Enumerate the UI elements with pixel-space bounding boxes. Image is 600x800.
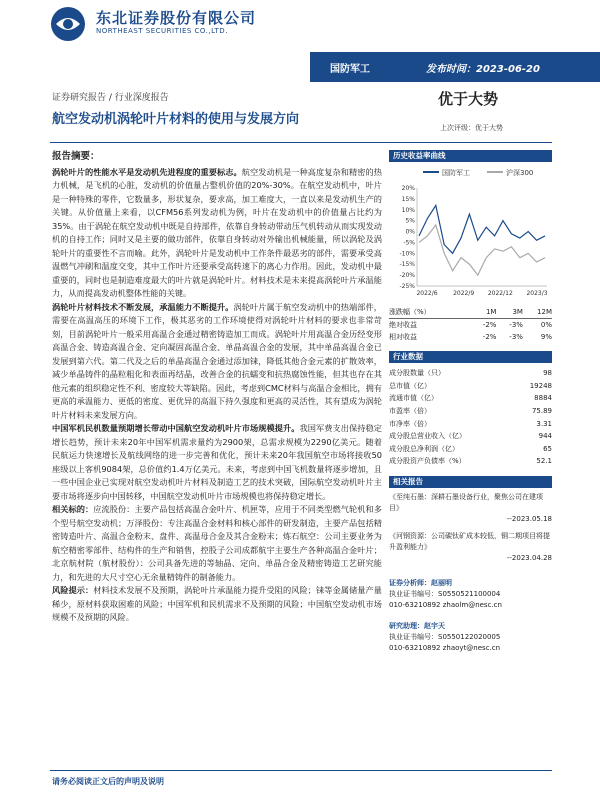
report-title: 航空发动机涡轮叶片材料的使用与发展方向 bbox=[52, 112, 300, 127]
industry-label: 成分股资产负债率（%） bbox=[389, 457, 466, 466]
company-name-cn: 东北证券股份有限公司 bbox=[96, 9, 257, 27]
legend-label: 国防军工 bbox=[442, 169, 470, 177]
perf-row bbox=[389, 331, 552, 343]
perf-cell: -2% bbox=[482, 333, 497, 341]
industry-section-title: 行业数据 bbox=[389, 351, 552, 363]
assistant-name: 研究助理：赵宇天 bbox=[389, 621, 445, 630]
industry-label: 市净率（倍） bbox=[389, 419, 431, 428]
industry-value: 98 bbox=[543, 369, 552, 378]
report-date: --2023.05.18 bbox=[506, 514, 552, 523]
industry-label: 成分股总营业收入（亿） bbox=[389, 432, 466, 441]
summary-paragraph bbox=[52, 301, 382, 423]
sidebar bbox=[389, 150, 552, 654]
x-tick-label: 2022/9 bbox=[453, 290, 475, 297]
y-tick-label: -15% bbox=[399, 261, 415, 269]
industry-label: 流通市值（亿） bbox=[389, 394, 438, 403]
x-tick-label: 2022/6 bbox=[416, 290, 438, 297]
summary-paragraph bbox=[52, 422, 382, 503]
paragraph-lead: 涡轮叶片的性能水平是发动机先进程度的重要标志。 bbox=[52, 166, 242, 177]
industry-value: 3.31 bbox=[536, 419, 552, 428]
y-tick-label: -10% bbox=[399, 250, 415, 258]
industry-value: 8884 bbox=[534, 394, 552, 403]
y-tick-label: -20% bbox=[399, 272, 415, 280]
y-tick-label: 15% bbox=[401, 195, 415, 203]
industry-value: 65 bbox=[543, 444, 552, 453]
industry-label: 成分股总净利润（亿） bbox=[389, 444, 459, 453]
y-tick-label: -25% bbox=[399, 283, 415, 290]
industry-label: 总市值（亿） bbox=[389, 381, 431, 390]
perf-header-cell: 涨跌幅（%） bbox=[389, 306, 470, 319]
header-white-block bbox=[0, 52, 310, 82]
company-logo-icon bbox=[50, 6, 86, 42]
industry-row bbox=[389, 443, 552, 456]
perf-cell: -3% bbox=[509, 321, 523, 329]
x-tick-label: 2022/12 bbox=[487, 290, 513, 297]
footer-disclaimer: 请务必阅读正文后的声明及说明 bbox=[52, 777, 164, 786]
paragraph-body: 航空发动机是一种高度复杂和精密的热力机械，是飞机的心脏，发动机的价值量占整机价值的20%-30%。在航空发动机中，叶片是一种特殊的零件，它数量多，形状复杂，要求高，加工难度大，一直以来是发动机生产的关键。从价值量上来看，以CFM56系列发动机为例，叶片在发动机中的价值量占比约为35%。由于涡轮在航空发动机中既是自持部件，依靠自身转动带动压气机转动从而实现发动机的自持工作；同时又是主要的做功部件，依靠自身转动对外输出机械能量，所以涡轮及涡轮叶片的重要性不言而喻。此外，涡轮叶片是发动机中工作条件最恶劣的部件，需要承受高温燃气冲刷和温度交变，其中工作叶片还要承受高转速下的离心力作用。因此，发动机中最重要的，同时也是制造难度最大的叶片就是涡轮叶片。材料技术是未来提高涡轮叶片承温能力，从而提高发动机整体性能的关键。 bbox=[52, 166, 382, 298]
perf-header-cell: 12M bbox=[523, 306, 552, 319]
y-tick-label: 20% bbox=[401, 185, 415, 192]
sector-label: 国防军工 bbox=[330, 64, 370, 75]
analyst-contact[interactable]: 010-63210892 zhaolm@nesc.cn bbox=[389, 600, 502, 609]
y-tick-label: 5% bbox=[405, 217, 415, 225]
assistant-contact[interactable]: 010-63210892 zhaoyt@nesc.cn bbox=[389, 643, 501, 652]
perf-header-row bbox=[389, 306, 552, 319]
series-line-0 bbox=[419, 205, 545, 253]
perf-section-title: 历史收益率曲线 bbox=[389, 150, 552, 162]
summary-paragraph bbox=[52, 166, 382, 301]
perf-chart bbox=[389, 162, 552, 302]
company-name-en: NORTHEAST SECURITIES CO.,LTD. bbox=[96, 27, 228, 35]
industry-label: 市盈率（倍） bbox=[389, 407, 431, 416]
paragraph-lead: 相关标的： bbox=[52, 504, 94, 514]
perf-row bbox=[389, 319, 552, 332]
industry-value: 52.1 bbox=[536, 457, 552, 466]
paragraph-lead: 中国军机民机数量预期增长带动中国航空发动机叶片市场规模提升。 bbox=[52, 423, 300, 433]
industry-row bbox=[389, 405, 552, 418]
industry-row bbox=[389, 367, 552, 380]
analyst-info: 执业证书编号：S0550521100004 bbox=[389, 589, 501, 598]
perf-cell: -2% bbox=[482, 321, 497, 329]
paragraph-body: 应流股份：主要产品包括高温合金叶片、机匣等，应用于不同类型燃气轮机和多个型号航空发动机；万泽股份：专注高温合金材料和核心部件的研发制造，主要产品包括精密铸造叶片、高温合金粉末、盘件、高温母合金及其合金粉末；炼石航空：公司主要业务为航空精密零部件、结构件的生产和销售，控股子公司成都航宇主要生产各种高温合金叶片；北京航材院（航材股份）：公司具备先进的等轴晶、定向、单晶合金及精密铸造工艺研究能力，和先进的大尺寸空心无余量精铸件的制备能力。 bbox=[52, 504, 382, 582]
summary-paragraph bbox=[52, 503, 382, 584]
industry-row bbox=[389, 430, 552, 443]
industry-row bbox=[389, 392, 552, 405]
industry-value: 75.89 bbox=[531, 407, 552, 416]
perf-table bbox=[389, 306, 552, 343]
perf-cell: -3% bbox=[509, 333, 523, 341]
divider bbox=[50, 142, 552, 143]
paragraph-body: 涡轮叶片属于航空发动机中的热端部件，需要在高温高压的环境下工作，极其恶劣的工作环境使得对涡轮叶片材料的要求也非常苛刻，目前涡轮叶片一般采用高温合金通过精密铸造加工而成。涡轮叶片用高温合金历经变形高温合金、铸造高温合金、定向凝固高温合金、单晶高温合金的发展，其中单晶高温合金已发展到第六代。第二代及之后的单晶高温合金通过添加铼，降低其他合金元素的扩散效率，减少单晶铸件的晶粒粗化和表面再结晶，改善合金的抗蠕变和抗热腐蚀性能，但其也存在其他元素的组织稳定性不利、密度较大等缺陷。因此，考虑到CMC材料与高温合金相比，拥有更高的承温能力、更低的密度、更优异的高温下持久强度和更高的灵活性，其有望成为涡轮叶片材料未来发展方向。 bbox=[52, 301, 382, 420]
footer-divider bbox=[50, 770, 552, 771]
assistant-info: 执业证书编号：S0550122020005 bbox=[389, 632, 501, 641]
summary-paragraph bbox=[52, 584, 382, 625]
paragraph-body: 我国军费支出保持稳定增长趋势，预计未来20年中国军机需求量约为2900架，总需求规模为2290亿美元。随着民航运力快速增长及航线网络的进一步完善和优化，预计未来20年我国航空市场将接收50座级以上客机9084架，总价值约1.4万亿美元。未来，考虑到中国飞机数量将逐步增加，且一些中国企业已实现对航空发动机叶片材料及制造工艺的技术突破，国际航空发动机叶片主要市场将逐步向中国转移，中国航空发动机叶片市场规模也将保持稳定增长。 bbox=[52, 423, 382, 501]
perf-header-cell: 3M bbox=[496, 306, 523, 319]
y-tick-label: -5% bbox=[403, 239, 415, 247]
reports-section-title: 相关报告 bbox=[389, 476, 552, 488]
summary-section bbox=[52, 150, 382, 625]
perf-header-cell: 1M bbox=[470, 306, 497, 319]
perf-chart-svg bbox=[389, 162, 552, 302]
analyst-name: 证券分析师：赵丽明 bbox=[389, 578, 452, 587]
y-tick-label: 0% bbox=[405, 228, 415, 236]
report-link[interactable]: 《至纯石墨：深耕石墨设备行业，聚焦公司在建项目》 bbox=[389, 492, 543, 512]
x-tick-label: 2023/3 bbox=[526, 290, 548, 297]
paragraph-lead: 涡轮叶片材料技术不断发展，承温能力不断提升。 bbox=[52, 301, 234, 312]
perf-cell: 绝对收益 bbox=[389, 321, 417, 329]
industry-table bbox=[389, 367, 552, 468]
previous-rating: 上次评级：优于大势 bbox=[440, 124, 503, 132]
report-date: --2023.04.28 bbox=[506, 553, 552, 562]
legend-label: 沪深300 bbox=[506, 169, 534, 177]
perf-cell: 相对收益 bbox=[389, 333, 417, 341]
industry-label: 成分股数量（只） bbox=[389, 369, 445, 378]
industry-value: 944 bbox=[538, 432, 552, 441]
report-link[interactable]: 《河钢资源：公司碳钛矿成本较低，铜二期项目将提升盈利能力》 bbox=[389, 531, 550, 551]
paragraph-lead: 风险提示： bbox=[52, 585, 94, 595]
perf-cell: 9% bbox=[540, 333, 552, 341]
industry-row bbox=[389, 455, 552, 468]
perf-cell: 0% bbox=[540, 321, 552, 329]
industry-value: 19248 bbox=[529, 381, 552, 390]
rating: 优于大势 bbox=[438, 90, 499, 108]
publish-date: 发布时间：2023-06-20 bbox=[426, 64, 540, 75]
analyst-block bbox=[389, 578, 552, 654]
y-tick-label: 10% bbox=[401, 206, 415, 214]
industry-row bbox=[389, 417, 552, 430]
paragraph-body: 材料技术发展不及预期，涡轮叶片承温能力提升受阻的风险；铼等金属储量产量稀少，原材料获取困难的风险；中国军机和民机需求不及预期的风险；中国航空发动机市场规模不及预期的风险。 bbox=[52, 585, 382, 622]
related-reports bbox=[389, 492, 552, 564]
breadcrumb: 证券研究报告 / 行业深度报告 bbox=[52, 93, 169, 103]
summary-heading: 报告摘要： bbox=[52, 151, 100, 162]
industry-row bbox=[389, 380, 552, 393]
